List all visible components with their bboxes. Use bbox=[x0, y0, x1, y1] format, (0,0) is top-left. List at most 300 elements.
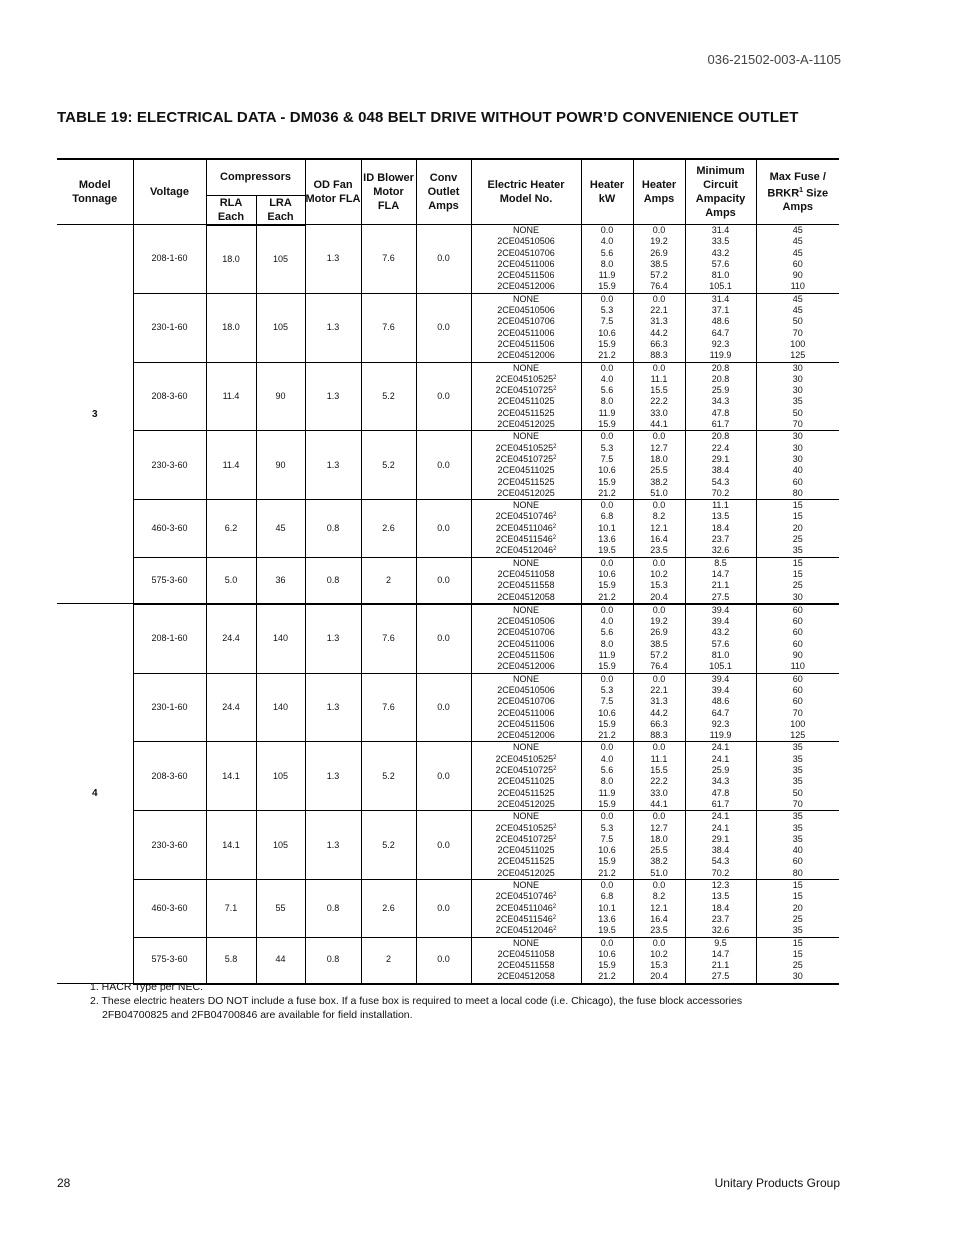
tonnage-group-4 bbox=[57, 604, 839, 984]
heater-amps-cell-value: 31.3 bbox=[650, 696, 668, 707]
table-row bbox=[57, 225, 839, 294]
heater-amps-cell-value: 0.0 bbox=[652, 500, 666, 511]
heater-model-cell-value: 2CE04510746 bbox=[495, 891, 554, 902]
heater-model-cell-value: 2CE04512025 bbox=[497, 798, 555, 809]
max-fuse-cell-value: 15 bbox=[792, 557, 803, 568]
od-fan-fla-cell: 1.3 bbox=[305, 362, 361, 431]
heater-amps-cell-line bbox=[634, 580, 685, 591]
min-ampacity-cell-value: 27.5 bbox=[711, 971, 730, 982]
min-ampacity-cell-value: 39.4 bbox=[711, 684, 730, 695]
heater-kw-cell-value: 15.9 bbox=[598, 419, 616, 430]
heater-amps-cell-value: 16.4 bbox=[650, 534, 668, 545]
min-ampacity-cell-value: 119.9 bbox=[709, 730, 732, 741]
heater-amps-cell-line bbox=[634, 363, 685, 374]
max-fuse-cell-line bbox=[757, 592, 840, 603]
voltage-cell: 230-1-60 bbox=[133, 293, 206, 362]
max-fuse-cell-value: 50 bbox=[792, 316, 803, 327]
max-fuse-cell-line bbox=[757, 419, 840, 430]
heater-kw-cell-line bbox=[582, 856, 633, 867]
max-fuse-cell-value: 125 bbox=[790, 730, 806, 741]
min-ampacity-cell-value: 11.1 bbox=[712, 500, 729, 511]
lra-cell: 90 bbox=[256, 431, 305, 500]
heater-model-cell-value: NONE bbox=[513, 225, 540, 235]
footnote-2-ref: 2 bbox=[553, 386, 557, 393]
heater-amps-cell-value: 0.0 bbox=[652, 742, 666, 753]
min-ampacity-cell-line bbox=[686, 465, 756, 476]
heater-model-cell-line bbox=[472, 316, 581, 327]
header-voltage: Voltage bbox=[133, 159, 206, 225]
heater-amps-cell-value: 44.1 bbox=[650, 419, 668, 430]
heater-amps-cell-value: 18.0 bbox=[650, 453, 668, 464]
conv-outlet-cell: 0.0 bbox=[416, 811, 471, 880]
conv-outlet-cell: 0.0 bbox=[416, 293, 471, 362]
tonnage-cell: 3 bbox=[57, 225, 133, 604]
heater-amps-cell-line bbox=[634, 891, 685, 902]
footnote-2-ref: 2 bbox=[553, 834, 557, 841]
min-ampacity-cell-line bbox=[686, 823, 756, 834]
max-fuse-cell-line bbox=[757, 443, 840, 454]
heater-model-cell bbox=[471, 673, 581, 742]
lra-cell: 44 bbox=[256, 937, 305, 984]
heater-model-cell-line bbox=[472, 742, 581, 753]
heater-amps-cell-line bbox=[634, 408, 685, 419]
heater-model-cell bbox=[471, 557, 581, 604]
min-ampacity-cell-value: 92.3 bbox=[711, 338, 730, 349]
heater-model-cell-line bbox=[472, 674, 581, 685]
max-fuse-cell-value: 50 bbox=[792, 407, 803, 418]
max-fuse-cell-line bbox=[757, 925, 840, 936]
heater-kw-cell-line bbox=[582, 363, 633, 374]
min-ampacity-cell-line bbox=[686, 696, 756, 707]
rla-cell: 5.8 bbox=[206, 937, 256, 984]
heater-model-cell bbox=[471, 604, 581, 673]
heater-amps-cell-value: 25.5 bbox=[650, 845, 668, 856]
max-fuse-cell-value: 25 bbox=[792, 580, 803, 591]
heater-kw-cell-value: 15.9 bbox=[598, 856, 616, 867]
max-fuse-cell-value: 60 bbox=[792, 673, 803, 684]
heater-kw-cell-line bbox=[582, 385, 633, 396]
heater-kw-cell-line bbox=[582, 776, 633, 787]
heater-kw-cell-value: 4.0 bbox=[600, 753, 614, 764]
min-ampacity-cell-line bbox=[686, 558, 756, 569]
heater-kw-cell bbox=[581, 293, 633, 362]
heater-kw-cell-value: 0.0 bbox=[600, 431, 614, 442]
heater-amps-cell-value: 12.1 bbox=[650, 902, 668, 913]
voltage-cell: 230-1-60 bbox=[133, 673, 206, 742]
heater-model-cell-value: 2CE04511558 bbox=[497, 960, 555, 971]
min-ampacity-cell-line bbox=[686, 396, 756, 407]
footnote-2-ref: 2 bbox=[553, 443, 557, 450]
max-fuse-cell-line bbox=[757, 396, 840, 407]
heater-model-cell-value: NONE bbox=[513, 362, 540, 373]
heater-model-cell-value: 2CE04511558 bbox=[497, 580, 555, 591]
heater-amps-cell-line bbox=[634, 914, 685, 925]
heater-model-cell-line bbox=[472, 534, 581, 545]
heater-model-cell-value: 2CE04510525 bbox=[495, 753, 554, 764]
heater-amps-cell-value: 8.2 bbox=[652, 511, 666, 522]
max-fuse-cell-value: 15 bbox=[792, 511, 803, 522]
min-ampacity-cell-value: 24.1 bbox=[711, 811, 730, 822]
voltage-cell: 208-1-60 bbox=[133, 225, 206, 294]
heater-amps-cell-value: 20.4 bbox=[650, 591, 668, 602]
min-ampacity-cell-line bbox=[686, 236, 756, 247]
heater-amps-cell-value: 10.2 bbox=[650, 568, 668, 579]
rla-cell: 18.0 bbox=[206, 225, 256, 294]
heater-kw-cell-value: 15.9 bbox=[598, 281, 616, 292]
max-fuse-cell-value: 15 bbox=[792, 568, 803, 579]
max-fuse-cell-value: 110 bbox=[790, 661, 805, 672]
table-row bbox=[57, 293, 839, 362]
min-ampacity-cell-line bbox=[686, 925, 756, 936]
heater-amps-cell-value: 0.0 bbox=[652, 293, 666, 304]
max-fuse-cell-line bbox=[757, 225, 840, 236]
min-ampacity-cell-line bbox=[686, 500, 756, 511]
id-blower-fla-cell: 2.6 bbox=[361, 500, 416, 558]
min-ampacity-cell-value: 31.4 bbox=[711, 293, 730, 304]
heater-kw-cell-line bbox=[582, 949, 633, 960]
max-fuse-cell-value: 60 bbox=[792, 696, 803, 707]
min-ampacity-cell-line bbox=[686, 523, 756, 534]
heater-amps-cell bbox=[633, 293, 685, 362]
min-ampacity-cell-value: 13.5 bbox=[711, 511, 730, 522]
lra-cell: 105 bbox=[256, 293, 305, 362]
heater-amps-cell-line bbox=[634, 661, 685, 672]
heater-model-cell-line bbox=[472, 661, 581, 672]
lra-cell: 105 bbox=[256, 742, 305, 811]
min-ampacity-cell-value: 47.8 bbox=[711, 787, 730, 798]
heater-kw-cell-line bbox=[582, 294, 633, 305]
heater-amps-cell-value: 38.5 bbox=[650, 258, 668, 269]
min-ampacity-cell-value: 21.1 bbox=[711, 580, 730, 591]
heater-kw-cell-value: 11.9 bbox=[598, 787, 616, 798]
heater-model-cell-value: 2CE04510746 bbox=[495, 511, 554, 522]
voltage-cell: 208-3-60 bbox=[133, 362, 206, 431]
heater-kw-cell bbox=[581, 557, 633, 604]
heater-kw-cell-line bbox=[582, 914, 633, 925]
heater-amps-cell-value: 38.2 bbox=[650, 476, 668, 487]
min-ampacity-cell-line bbox=[686, 592, 756, 603]
heater-kw-cell bbox=[581, 604, 633, 673]
heater-kw-cell-line bbox=[582, 674, 633, 685]
heater-model-cell-value: 2CE04511046 bbox=[495, 902, 553, 913]
min-ampacity-cell-value: 57.6 bbox=[711, 638, 730, 649]
max-fuse-cell-line bbox=[757, 823, 840, 834]
heater-kw-cell-line bbox=[582, 545, 633, 556]
max-fuse-cell-line bbox=[757, 903, 840, 914]
max-fuse-cell-value: 60 bbox=[792, 258, 803, 269]
rla-cell: 24.4 bbox=[206, 673, 256, 742]
min-ampacity-cell-line bbox=[686, 477, 756, 488]
heater-kw-cell-value: 11.9 bbox=[598, 650, 616, 661]
heater-kw-cell-line bbox=[582, 477, 633, 488]
heater-amps-cell-line bbox=[634, 465, 685, 476]
heater-model-cell-line bbox=[472, 776, 581, 787]
heater-model-cell-line bbox=[472, 419, 581, 430]
heater-amps-cell-line bbox=[634, 650, 685, 661]
heater-model-cell-value: 2CE04510525 bbox=[495, 373, 554, 384]
footnote-2-continued: 2FB04700825 and 2FB04700846 are available for field installation. bbox=[102, 1009, 413, 1021]
footnotes bbox=[90, 980, 742, 1022]
lra-cell: 55 bbox=[256, 880, 305, 938]
min-ampacity-cell-value: 81.0 bbox=[711, 270, 730, 281]
min-ampacity-cell-line bbox=[686, 914, 756, 925]
footnote-2-ref: 2 bbox=[553, 823, 557, 830]
heater-kw-cell-value: 5.3 bbox=[600, 442, 614, 453]
heater-model-cell-value: 2CE04510506 bbox=[497, 684, 555, 695]
voltage-cell: 230-3-60 bbox=[133, 811, 206, 880]
min-ampacity-cell bbox=[685, 811, 756, 880]
max-fuse-cell-value: 125 bbox=[790, 350, 806, 361]
max-fuse-cell bbox=[756, 225, 839, 294]
max-fuse-cell-line bbox=[757, 811, 840, 822]
heater-amps-cell-value: 22.1 bbox=[650, 305, 668, 316]
min-ampacity-cell-value: 20.8 bbox=[711, 373, 730, 384]
heater-amps-cell-line bbox=[634, 443, 685, 454]
heater-kw-cell-line bbox=[582, 558, 633, 569]
heater-kw-cell-line bbox=[582, 799, 633, 810]
min-ampacity-cell-line bbox=[686, 259, 756, 270]
heater-amps-cell-value: 25.5 bbox=[650, 465, 668, 476]
heater-model-cell-line bbox=[472, 294, 581, 305]
heater-amps-cell-value: 15.5 bbox=[650, 385, 668, 396]
heater-kw-cell-value: 0.0 bbox=[600, 880, 614, 891]
min-ampacity-cell-value: 34.3 bbox=[711, 776, 730, 787]
header-heater-model: Electric Heater Model No. bbox=[471, 159, 581, 225]
heater-kw-cell-value: 5.6 bbox=[600, 385, 614, 396]
heater-kw-cell bbox=[581, 500, 633, 558]
header-model-tonnage: Model Tonnage bbox=[57, 159, 133, 225]
max-fuse-cell-line bbox=[757, 742, 840, 753]
heater-kw-cell-line bbox=[582, 742, 633, 753]
heater-model-cell-line bbox=[472, 339, 581, 350]
heater-amps-cell-line bbox=[634, 742, 685, 753]
id-blower-fla-cell: 5.2 bbox=[361, 362, 416, 431]
max-fuse-cell-value: 30 bbox=[792, 442, 803, 453]
heater-kw-cell-line bbox=[582, 350, 633, 361]
heater-kw-cell bbox=[581, 225, 633, 294]
heater-amps-cell-value: 20.4 bbox=[650, 971, 668, 982]
header-max-fuse-line1: Max Fuse / bbox=[769, 170, 826, 183]
heater-model-cell-value: NONE bbox=[513, 880, 540, 891]
heater-kw-cell-value: 21.2 bbox=[598, 350, 616, 361]
max-fuse-cell-value: 35 bbox=[792, 742, 803, 753]
heater-model-cell-line bbox=[472, 938, 581, 949]
heater-kw-cell-line bbox=[582, 281, 633, 292]
max-fuse-cell-line bbox=[757, 558, 840, 569]
heater-model-cell-line bbox=[472, 719, 581, 730]
heater-kw-cell-line bbox=[582, 236, 633, 247]
max-fuse-cell-line bbox=[757, 845, 840, 856]
heater-amps-cell-value: 10.2 bbox=[650, 948, 668, 959]
heater-amps-cell-value: 38.2 bbox=[650, 856, 668, 867]
id-blower-fla-cell: 7.6 bbox=[361, 225, 416, 294]
footnote-2-ref: 2 bbox=[552, 535, 557, 542]
header-min-ampacity: Minimum Circuit Ampacity Amps bbox=[685, 159, 756, 225]
heater-amps-cell-line bbox=[634, 811, 685, 822]
max-fuse-cell-value: 40 bbox=[792, 845, 803, 856]
conv-outlet-cell: 0.0 bbox=[416, 362, 471, 431]
heater-model-cell-value: 2CE04511025 bbox=[497, 845, 555, 856]
min-ampacity-cell-line bbox=[686, 385, 756, 396]
heater-amps-cell-value: 0.0 bbox=[652, 362, 666, 373]
heater-amps-cell-line bbox=[634, 534, 685, 545]
heater-amps-cell-value: 0.0 bbox=[652, 225, 666, 235]
min-ampacity-cell-line bbox=[686, 511, 756, 522]
max-fuse-cell-line bbox=[757, 248, 840, 259]
min-ampacity-cell-line bbox=[686, 350, 756, 361]
voltage-cell: 460-3-60 bbox=[133, 500, 206, 558]
heater-model-cell-value: NONE bbox=[513, 604, 540, 615]
publisher-name: Unitary Products Group bbox=[714, 1176, 840, 1190]
heater-amps-cell-value: 66.3 bbox=[650, 718, 668, 729]
max-fuse-cell-line bbox=[757, 408, 840, 419]
heater-amps-cell-value: 44.2 bbox=[650, 707, 668, 718]
min-ampacity-cell-line bbox=[686, 719, 756, 730]
heater-amps-cell-line bbox=[634, 454, 685, 465]
heater-model-cell-value: 2CE04511525 bbox=[497, 476, 555, 487]
heater-kw-cell-line bbox=[582, 316, 633, 327]
heater-kw-cell-line bbox=[582, 639, 633, 650]
max-fuse-cell-line bbox=[757, 270, 840, 281]
min-ampacity-cell-value: 31.4 bbox=[711, 225, 730, 235]
max-fuse-cell-line bbox=[757, 465, 840, 476]
heater-amps-cell-line bbox=[634, 316, 685, 327]
heater-model-cell-value: 2CE04510706 bbox=[497, 247, 555, 258]
header-max-fuse-line2: Size Amps bbox=[782, 187, 829, 214]
heater-kw-cell-line bbox=[582, 225, 633, 236]
min-ampacity-cell-value: 47.8 bbox=[711, 407, 730, 418]
max-fuse-cell-line bbox=[757, 545, 840, 556]
heater-kw-cell-value: 10.1 bbox=[598, 522, 616, 533]
max-fuse-cell-value: 60 bbox=[792, 684, 803, 695]
min-ampacity-cell-value: 24.1 bbox=[711, 822, 730, 833]
min-ampacity-cell-line bbox=[686, 765, 756, 776]
min-ampacity-cell-line bbox=[686, 374, 756, 385]
heater-kw-cell-value: 7.5 bbox=[600, 316, 614, 327]
heater-kw-cell-value: 8.0 bbox=[600, 776, 614, 787]
max-fuse-cell-value: 30 bbox=[792, 362, 803, 373]
heater-model-cell-value: 2CE04511506 bbox=[497, 338, 555, 349]
heater-kw-cell-line bbox=[582, 627, 633, 638]
heater-kw-cell-line bbox=[582, 270, 633, 281]
heater-kw-cell-value: 4.0 bbox=[600, 616, 614, 627]
max-fuse-cell-value: 60 bbox=[792, 476, 803, 487]
max-fuse-cell-line bbox=[757, 765, 840, 776]
max-fuse-cell-line bbox=[757, 454, 840, 465]
max-fuse-cell-value: 35 bbox=[792, 811, 803, 822]
heater-model-cell-value: 2CE04510506 bbox=[497, 305, 555, 316]
max-fuse-cell-line bbox=[757, 534, 840, 545]
heater-model-cell-line bbox=[472, 236, 581, 247]
heater-model-cell-line bbox=[472, 880, 581, 891]
heater-amps-cell bbox=[633, 557, 685, 604]
header-max-fuse-brkr: BRKR bbox=[767, 187, 800, 200]
max-fuse-cell-line bbox=[757, 316, 840, 327]
heater-amps-cell-line bbox=[634, 788, 685, 799]
min-ampacity-cell-line bbox=[686, 903, 756, 914]
table-row bbox=[57, 811, 839, 880]
heater-amps-cell-line bbox=[634, 960, 685, 971]
heater-amps-cell-line bbox=[634, 488, 685, 499]
max-fuse-cell-line bbox=[757, 650, 840, 661]
heater-amps-cell-line bbox=[634, 374, 685, 385]
heater-kw-cell-value: 10.6 bbox=[598, 948, 616, 959]
heater-amps-cell-value: 76.4 bbox=[650, 281, 668, 292]
max-fuse-cell-line bbox=[757, 616, 840, 627]
header-heater-kw: Heater kW bbox=[581, 159, 633, 225]
footnote-2-ref: 2 bbox=[553, 512, 557, 519]
table-row bbox=[57, 604, 839, 673]
voltage-cell: 230-3-60 bbox=[133, 431, 206, 500]
max-fuse-cell-line bbox=[757, 569, 840, 580]
heater-kw-cell-line bbox=[582, 616, 633, 627]
heater-model-cell-line bbox=[472, 477, 581, 488]
heater-kw-cell-value: 15.9 bbox=[598, 718, 616, 729]
heater-kw-cell-value: 15.9 bbox=[598, 661, 616, 672]
max-fuse-cell-line bbox=[757, 971, 840, 982]
min-ampacity-cell bbox=[685, 293, 756, 362]
heater-kw-cell-line bbox=[582, 685, 633, 696]
od-fan-fla-cell: 1.3 bbox=[305, 293, 361, 362]
heater-kw-cell-value: 0.0 bbox=[600, 362, 614, 373]
heater-model-cell bbox=[471, 937, 581, 984]
min-ampacity-cell-line bbox=[686, 938, 756, 949]
heater-amps-cell-line bbox=[634, 500, 685, 511]
heater-kw-cell-value: 5.6 bbox=[600, 765, 614, 776]
heater-amps-cell bbox=[633, 880, 685, 938]
heater-amps-cell-value: 0.0 bbox=[652, 880, 666, 891]
heater-kw-cell-value: 21.2 bbox=[598, 487, 616, 498]
min-ampacity-cell-line bbox=[686, 616, 756, 627]
min-ampacity-cell-value: 20.8 bbox=[711, 362, 730, 373]
heater-model-cell-value: 2CE04511006 bbox=[497, 327, 555, 338]
rla-cell: 24.4 bbox=[206, 604, 256, 673]
heater-kw-cell-value: 21.2 bbox=[598, 867, 616, 878]
min-ampacity-cell-line bbox=[686, 891, 756, 902]
max-fuse-cell-line bbox=[757, 834, 840, 845]
heater-model-cell-value: NONE bbox=[513, 937, 540, 948]
heater-model-cell-value: 2CE04512058 bbox=[497, 591, 555, 602]
min-ampacity-cell-line bbox=[686, 431, 756, 442]
heater-amps-cell bbox=[633, 362, 685, 431]
heater-kw-cell-line bbox=[582, 903, 633, 914]
heater-kw-cell-value: 21.2 bbox=[598, 730, 616, 741]
heater-amps-cell bbox=[633, 500, 685, 558]
heater-kw-cell-line bbox=[582, 696, 633, 707]
footnote-2-ref: 2 bbox=[552, 903, 557, 910]
heater-kw-cell-line bbox=[582, 443, 633, 454]
heater-kw-cell-value: 10.6 bbox=[598, 707, 616, 718]
heater-kw-cell-value: 11.9 bbox=[598, 407, 616, 418]
voltage-cell: 460-3-60 bbox=[133, 880, 206, 938]
min-ampacity-cell-value: 38.4 bbox=[711, 845, 730, 856]
heater-model-cell-line bbox=[472, 696, 581, 707]
heater-amps-cell-value: 19.2 bbox=[650, 236, 668, 247]
min-ampacity-cell-line bbox=[686, 580, 756, 591]
heater-model-cell-line bbox=[472, 754, 581, 765]
heater-amps-cell-value: 44.1 bbox=[650, 798, 668, 809]
rla-cell: 6.2 bbox=[206, 500, 256, 558]
heater-model-cell bbox=[471, 293, 581, 362]
max-fuse-cell-value: 60 bbox=[792, 856, 803, 867]
heater-amps-cell-value: 0.0 bbox=[652, 811, 666, 822]
header-lra: LRA Each bbox=[256, 195, 305, 225]
heater-model-cell-value: 2CE04510725 bbox=[495, 765, 554, 776]
heater-amps-cell-value: 38.5 bbox=[650, 638, 668, 649]
heater-model-cell-value: NONE bbox=[513, 431, 540, 442]
heater-model-cell-line bbox=[472, 856, 581, 867]
min-ampacity-cell-line bbox=[686, 960, 756, 971]
